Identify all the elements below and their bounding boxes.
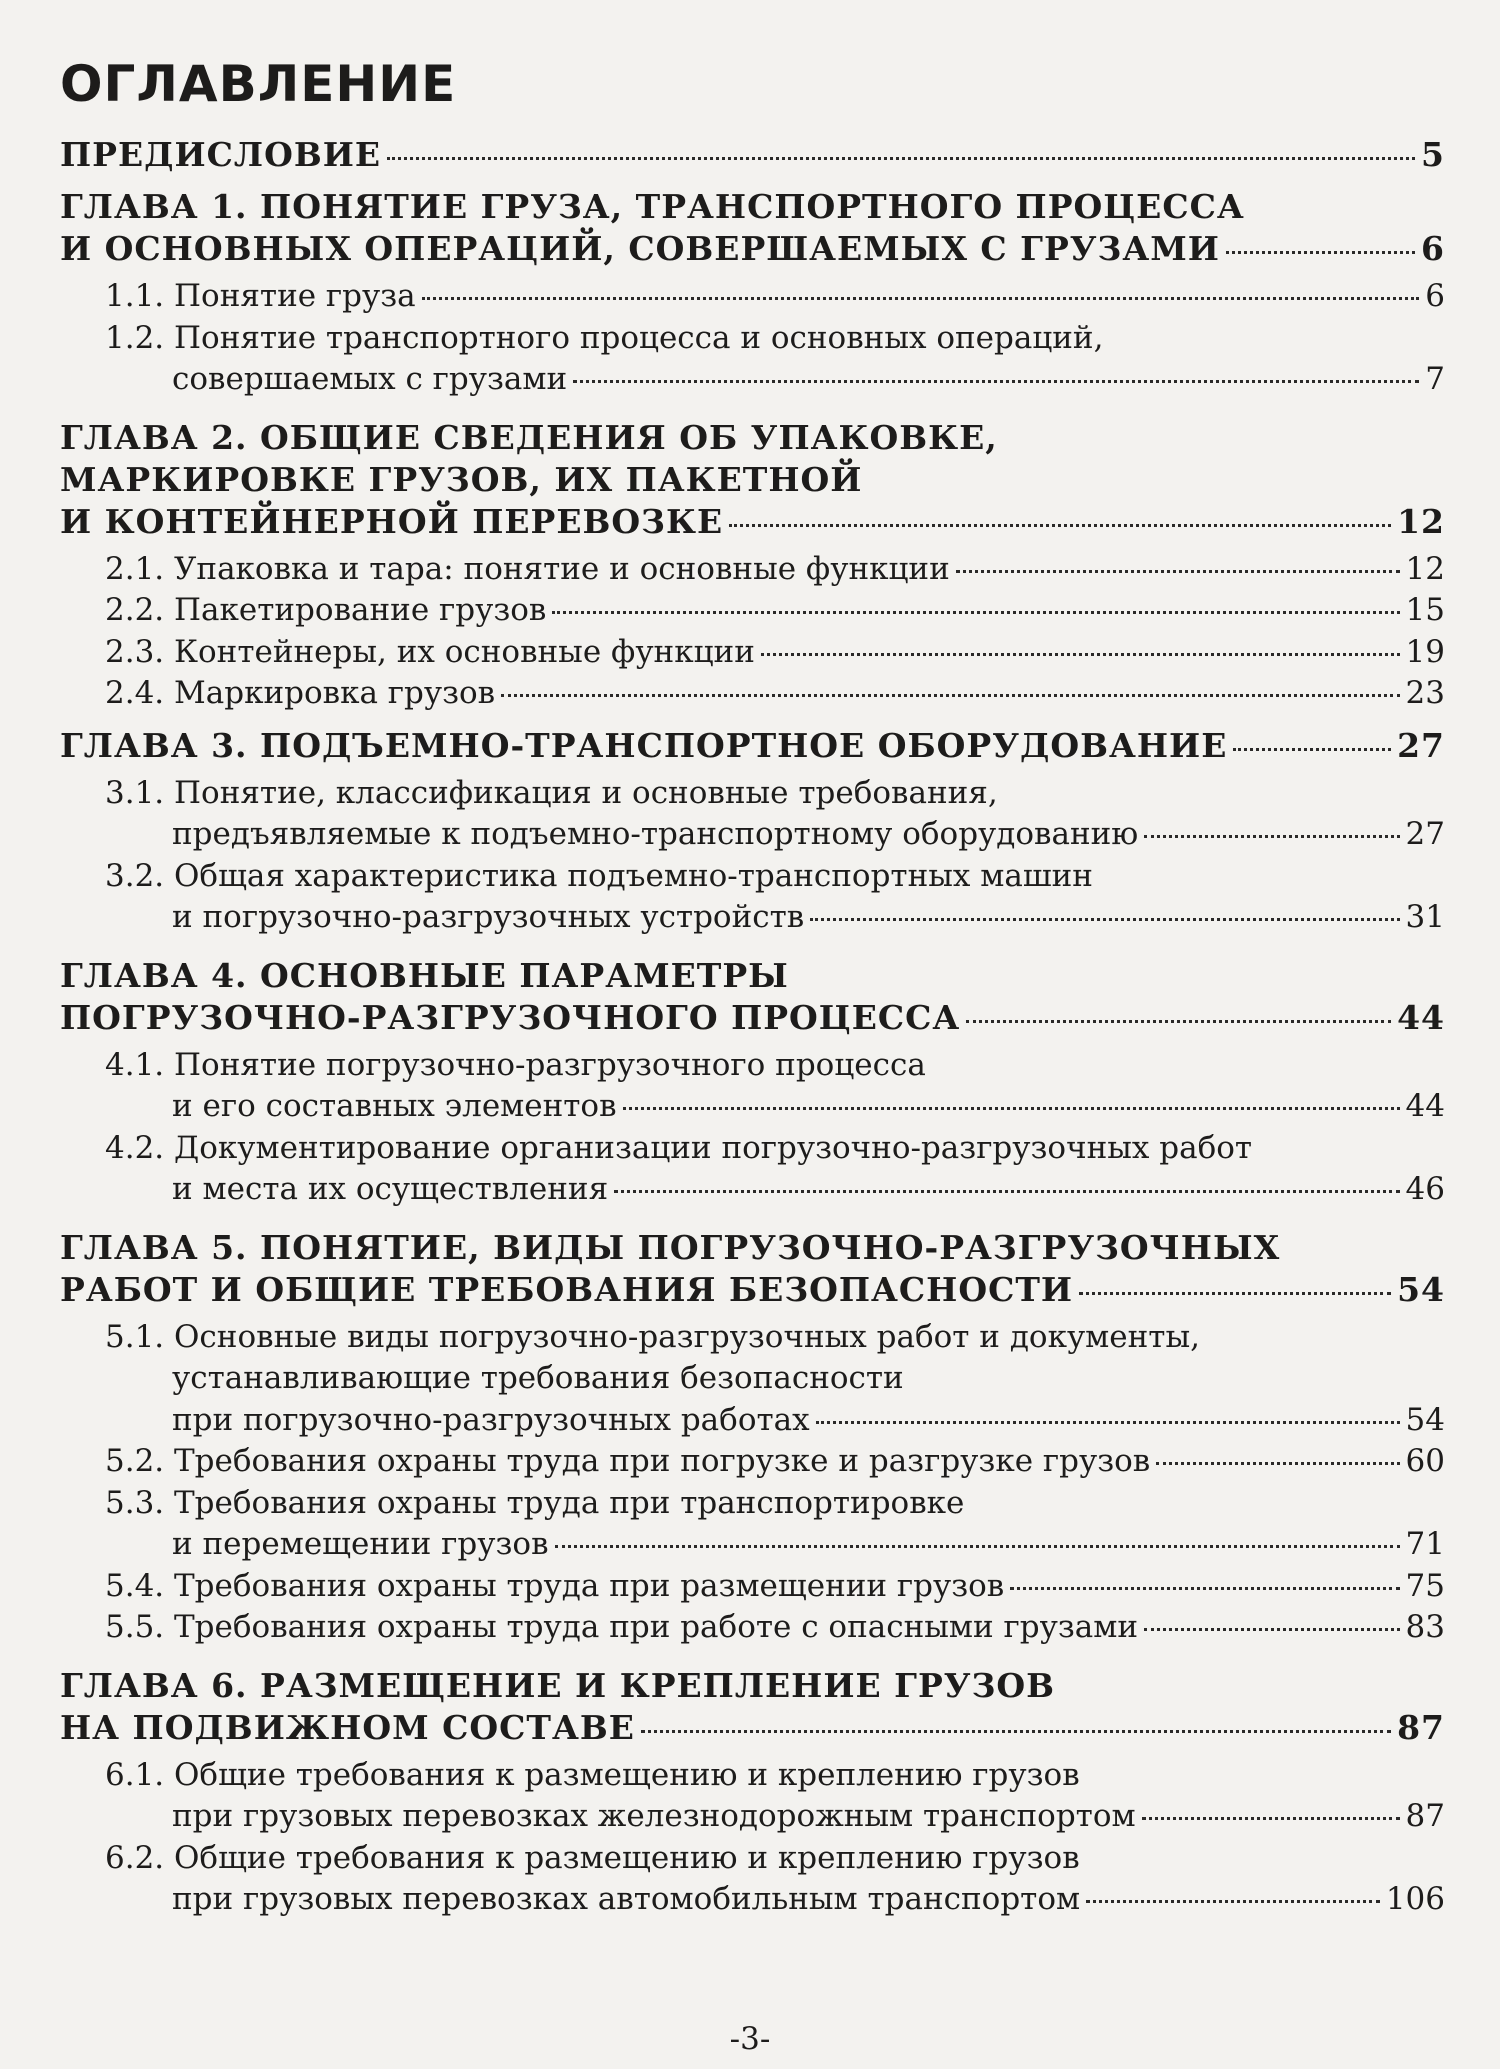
entry-title: ПРЕДИСЛОВИЕ bbox=[60, 135, 382, 174]
entry-title-line: ГЛАВА 2. ОБЩИЕ СВЕДЕНИЯ ОБ УПАКОВКЕ, bbox=[60, 417, 998, 457]
toc-heading: ОГЛАВЛЕНИЕ bbox=[60, 55, 457, 113]
toc-entry-section-5-2[interactable] bbox=[60, 1441, 1445, 1483]
entry-page: 71 bbox=[1405, 1526, 1445, 1562]
toc-entry-section-2-1[interactable] bbox=[60, 549, 1445, 591]
page-number: -3- bbox=[729, 2021, 771, 2057]
toc-entry-chapter-2[interactable] bbox=[60, 417, 1445, 543]
toc-entry-chapter-3[interactable] bbox=[60, 725, 1445, 767]
entry-title: 5.4. Требования охраны труда при размещении грузов bbox=[105, 1567, 1005, 1604]
entry-page: 44 bbox=[1405, 1088, 1445, 1124]
entry-title-line: и перемещении грузов bbox=[172, 1526, 549, 1562]
entry-title-line: при грузовых перевозках железнодорожным транспортом bbox=[172, 1798, 1136, 1834]
toc-entry-chapter-5[interactable] bbox=[60, 1227, 1445, 1311]
dot-leader bbox=[810, 918, 1399, 921]
entry-title-line: и погрузочно-разгрузочных устройств bbox=[172, 899, 805, 935]
toc-entry-section-1-2[interactable] bbox=[60, 318, 1445, 401]
toc-entry-section-5-5[interactable] bbox=[60, 1607, 1445, 1649]
entry-page: 83 bbox=[1405, 1609, 1445, 1645]
entry-title-line: ГЛАВА 4. ОСНОВНЫЕ ПАРАМЕТРЫ bbox=[60, 955, 789, 995]
entry-page: 6 bbox=[1425, 278, 1445, 314]
entry-page: 54 bbox=[1397, 1269, 1445, 1309]
dot-leader bbox=[1142, 1817, 1400, 1820]
toc-entry-chapter-6[interactable] bbox=[60, 1665, 1445, 1749]
entry-title-line: 6.1. Общие требования к размещению и креплению грузов bbox=[105, 1756, 1080, 1793]
entry-page: 7 bbox=[1425, 361, 1445, 397]
entry-title-line: устанавливающие требования безопасности bbox=[172, 1360, 904, 1396]
toc-entry-section-5-4[interactable] bbox=[60, 1566, 1445, 1608]
entry-title-line: НА ПОДВИЖНОМ СОСТАВЕ bbox=[60, 1707, 635, 1747]
dot-leader bbox=[1086, 1900, 1380, 1903]
entry-title-line: И ОСНОВНЫХ ОПЕРАЦИЙ, СОВЕРШАЕМЫХ С ГРУЗАМИ bbox=[60, 229, 1220, 268]
entry-title-line: 3.1. Понятие, классификация и основные требования, bbox=[105, 774, 998, 811]
dot-leader bbox=[1144, 835, 1399, 838]
entry-title-line: 5.3. Требования охраны труда при транспортировке bbox=[105, 1484, 965, 1521]
toc-entry-section-4-2[interactable] bbox=[60, 1128, 1445, 1211]
dot-leader bbox=[1233, 748, 1391, 751]
entry-page: 6 bbox=[1421, 229, 1445, 268]
toc-entry-section-5-3[interactable] bbox=[60, 1483, 1445, 1566]
dot-leader bbox=[1156, 1462, 1399, 1465]
entry-page: 27 bbox=[1397, 725, 1445, 765]
entry-title: 2.2. Пакетирование грузов bbox=[105, 592, 547, 628]
entry-title-line: И КОНТЕЙНЕРНОЙ ПЕРЕВОЗКЕ bbox=[60, 501, 724, 541]
toc-entry-section-5-1[interactable] bbox=[60, 1317, 1445, 1442]
entry-title-line: 1.2. Понятие транспортного процесса и основных операций, bbox=[105, 319, 1104, 356]
toc-entry-section-2-2[interactable] bbox=[60, 590, 1445, 632]
entry-title-line: при погрузочно-разгрузочных работах bbox=[172, 1401, 810, 1438]
toc-page bbox=[60, 52, 1445, 1921]
toc-entry-preface[interactable] bbox=[60, 134, 1445, 176]
entry-page: 87 bbox=[1405, 1798, 1445, 1834]
entry-page: 54 bbox=[1405, 1401, 1445, 1438]
dot-leader bbox=[623, 1107, 1400, 1110]
toc-entry-section-4-1[interactable] bbox=[60, 1045, 1445, 1128]
dot-leader bbox=[387, 157, 1415, 160]
dot-leader bbox=[1079, 1292, 1391, 1295]
entry-title-line: при грузовых перевозках автомобильным транспортом bbox=[172, 1881, 1081, 1917]
entry-page: 87 bbox=[1397, 1707, 1445, 1747]
entry-title-line: совершаемых с грузами bbox=[172, 361, 568, 397]
dot-leader bbox=[501, 694, 1399, 697]
dot-leader bbox=[641, 1730, 1391, 1733]
entry-title: 5.5. Требования охраны труда при работе с опасными грузами bbox=[105, 1609, 1139, 1645]
toc-entry-section-1-1[interactable] bbox=[60, 276, 1445, 318]
dot-leader bbox=[1226, 251, 1415, 254]
dot-leader bbox=[761, 653, 1400, 656]
toc-entry-section-6-2[interactable] bbox=[60, 1838, 1445, 1921]
entry-title-line: РАБОТ И ОБЩИЕ ТРЕБОВАНИЯ БЕЗОПАСНОСТИ bbox=[60, 1269, 1074, 1309]
entry-title-line: 5.1. Основные виды погрузочно-разгрузочных работ и документы, bbox=[105, 1318, 1200, 1355]
entry-page: 31 bbox=[1405, 899, 1445, 935]
entry-title-line: ГЛАВА 1. ПОНЯТИЕ ГРУЗА, ТРАНСПОРТНОГО ПРОЦЕССА bbox=[60, 187, 1245, 226]
entry-title: ГЛАВА 3. ПОДЪЕМНО-ТРАНСПОРТНОЕ ОБОРУДОВАНИЕ bbox=[60, 725, 1228, 765]
entry-page: 23 bbox=[1405, 675, 1445, 711]
entry-title-line: 4.1. Понятие погрузочно-разгрузочного процесса bbox=[105, 1046, 926, 1083]
toc-entry-section-3-1[interactable] bbox=[60, 773, 1445, 856]
entry-page: 27 bbox=[1405, 816, 1445, 852]
dot-leader bbox=[552, 611, 1399, 614]
entry-title-line: и его составных элементов bbox=[172, 1088, 617, 1124]
entry-title-line: 6.2. Общие требования к размещению и креплению грузов bbox=[105, 1839, 1080, 1876]
entry-title: 2.3. Контейнеры, их основные функции bbox=[105, 633, 755, 670]
entry-title: 2.1. Упаковка и тара: понятие и основные функции bbox=[105, 550, 950, 587]
entry-page: 15 bbox=[1405, 592, 1445, 628]
toc-entry-section-3-2[interactable] bbox=[60, 856, 1445, 939]
toc-entry-chapter-4[interactable] bbox=[60, 955, 1445, 1039]
entry-title-line: МАРКИРОВКЕ ГРУЗОВ, ИХ ПАКЕТНОЙ bbox=[60, 459, 863, 499]
entry-title: 5.2. Требования охраны труда при погрузке и разгрузке грузов bbox=[105, 1443, 1151, 1479]
entry-title-line: 4.2. Документирование организации погрузочно-разгрузочных работ bbox=[105, 1129, 1253, 1166]
entry-title: 2.4. Маркировка грузов bbox=[105, 675, 496, 711]
entry-page: 46 bbox=[1405, 1171, 1445, 1207]
dot-leader bbox=[956, 570, 1400, 573]
toc-entry-section-6-1[interactable] bbox=[60, 1755, 1445, 1838]
entry-page: 19 bbox=[1405, 633, 1445, 670]
entry-title-line: ГЛАВА 6. РАЗМЕЩЕНИЕ И КРЕПЛЕНИЕ ГРУЗОВ bbox=[60, 1665, 1055, 1705]
toc-entry-section-2-4[interactable] bbox=[60, 673, 1445, 715]
entry-page: 12 bbox=[1405, 550, 1445, 587]
toc-entry-section-2-3[interactable] bbox=[60, 632, 1445, 674]
entry-page: 5 bbox=[1421, 135, 1445, 174]
dot-leader bbox=[555, 1545, 1400, 1548]
entry-title-line: и места их осуществления bbox=[172, 1171, 609, 1207]
dot-leader bbox=[614, 1190, 1399, 1193]
entry-title-line: ГЛАВА 5. ПОНЯТИЕ, ВИДЫ ПОГРУЗОЧНО-РАЗГРУЗОЧНЫХ bbox=[60, 1227, 1281, 1267]
dot-leader bbox=[1144, 1628, 1399, 1631]
entry-page: 75 bbox=[1405, 1567, 1445, 1604]
entry-page: 106 bbox=[1385, 1881, 1445, 1917]
dot-leader bbox=[422, 297, 1420, 300]
entry-title-line: предъявляемые к подъемно-транспортному оборудованию bbox=[172, 816, 1139, 852]
entry-page: 44 bbox=[1397, 997, 1445, 1037]
dot-leader bbox=[966, 1020, 1391, 1023]
toc-entry-chapter-1[interactable] bbox=[60, 186, 1445, 270]
dot-leader bbox=[816, 1421, 1400, 1424]
dot-leader bbox=[573, 380, 1419, 383]
entry-title: 1.1. Понятие груза bbox=[105, 278, 416, 314]
dot-leader bbox=[1010, 1587, 1399, 1590]
dot-leader bbox=[729, 524, 1391, 527]
entry-title-line: 3.2. Общая характеристика подъемно-транспортных машин bbox=[105, 857, 1093, 894]
entry-page: 12 bbox=[1397, 501, 1445, 541]
entry-page: 60 bbox=[1405, 1443, 1445, 1479]
entry-title-line: ПОГРУЗОЧНО-РАЗГРУЗОЧНОГО ПРОЦЕССА bbox=[60, 997, 961, 1037]
